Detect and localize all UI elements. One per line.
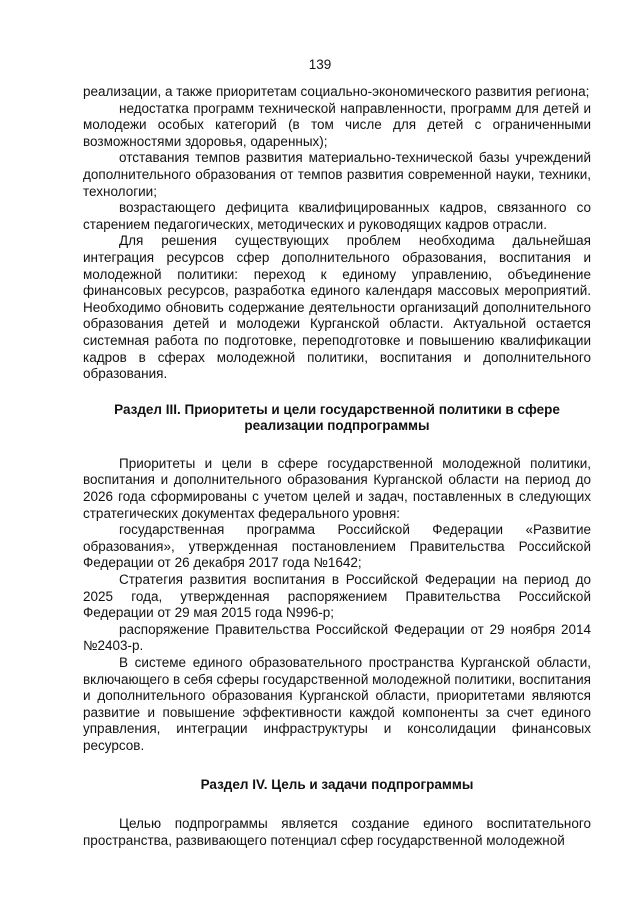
paragraph: возрастающего дефицита квалифицированных кадров, связанного со старением педагогических, методических и руководящих кадров отрасли. [83, 200, 591, 232]
paragraph: Для решения существующих проблем необходима дальнейшая интеграция ресурсов сфер дополнительного образования, воспитания и молодежной политики: переход к единому управлению, объединение финансовых ресурсов, разработка единого календаря массовых мероприятий. Необходимо обновить содержание деятельности организаций дополнительного образования детей и молодежи Курганской области. Актуальной остается системная работа по подготовке, переподготовке и повышению квалификации кадров в сферах молодежной политики, воспитания и дополнительного образования. [83, 233, 591, 382]
paragraph: Целью подпрограммы является создание единого воспитательного пространства, развивающего потенциал сфер государственной молодежной [83, 816, 591, 848]
document-body [83, 84, 591, 849]
paragraph: распоряжение Правительства Российской Федерации от 29 ноября 2014 №2403-р. [83, 621, 591, 654]
paragraph: отставания темпов развития материально-технической базы учреждений дополнительного образования от темпов развития современной науки, техники, технологии; [83, 150, 591, 199]
paragraph: Приоритеты и цели в сфере государственной молодежной политики, воспитания и дополнительного образования Курганской области на период до 2026 года сформированы с учетом целей и задач, поставленных в следующих стратегических документах федерального уровня: [83, 455, 591, 521]
paragraph: государственная программа Российской Федерации «Развитие образования», утвержденная постановлением Правительства Российской Федерации от 26 декабря 2017 года №1642; [83, 522, 591, 571]
paragraph: реализации, а также приоритетам социально-экономического развития региона; [83, 84, 590, 99]
paragraph: Стратегия развития воспитания в Российской Федерации на период до 2025 года, утвержденная распоряжением Правительства Российской Федерации от 29 мая 2015 года N996-р; [83, 572, 591, 621]
paragraph: недостатка программ технической направленности, программ для детей и молодежи особых категорий (в том числе для детей с ограниченными возможностями здоровья, одаренных); [83, 100, 591, 149]
paragraph: В системе единого образовательного пространства Курганской области, включающего в себя сферы государственной молодежной политики, воспитания и дополнительного образования Курганской области, приоритетами являются развитие и повышение эффективности каждой компоненты за счет единого управления, интеграции инфраструктуры и консолидации финансовых ресурсов. [83, 655, 591, 753]
section-4-heading: Раздел IV. Цель и задачи подпрограммы [200, 776, 474, 792]
section-3-heading: Раздел III. Приоритеты и цели государственной политики в сфере реализации подпрограммы [114, 401, 560, 434]
page-number: 139 [308, 57, 332, 72]
